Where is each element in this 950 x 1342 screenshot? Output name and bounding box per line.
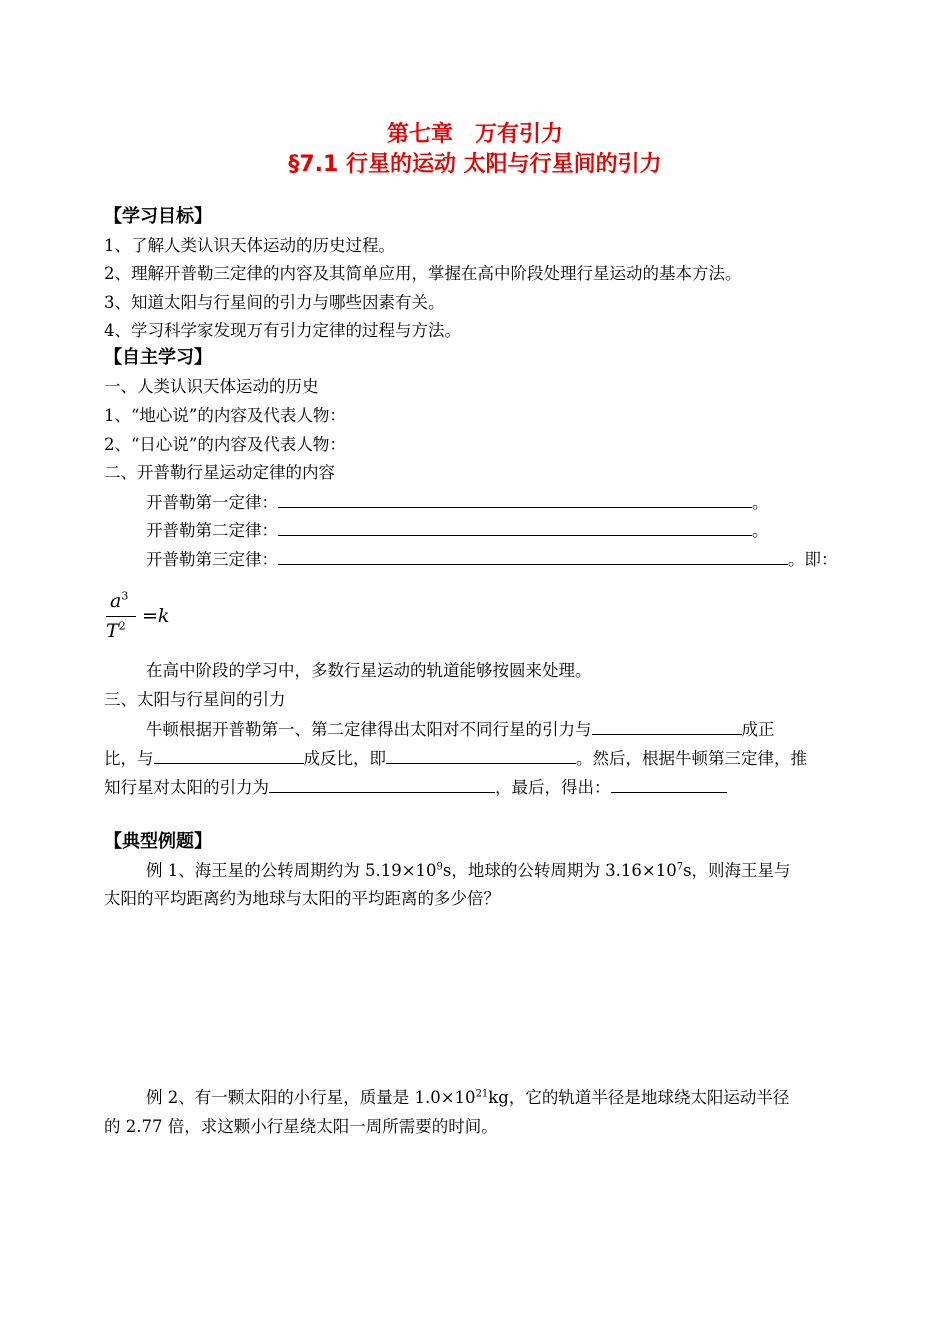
formula-rhs: =k: [142, 605, 170, 627]
example-1-exp-1: 9: [436, 861, 443, 873]
example-2-text-b: kg，它的轨道半径是地球绕太阳运动半径: [488, 1088, 790, 1107]
goals-heading: 【学习目标】: [104, 206, 212, 227]
example-2-text-a: 例 2、有一颗太阳的小行星，质量是 1.0×10: [146, 1088, 476, 1107]
gravity-text-b: 成正: [741, 720, 775, 739]
kepler-law-3-label: 开普勒第三定律：: [146, 550, 278, 569]
example-1-exp-2: 7: [676, 861, 684, 873]
examples-heading: 【典型例题】: [104, 831, 212, 852]
part1-title: 一、人类认识天体运动的历史: [104, 377, 319, 396]
kepler-law-3-blank[interactable]: [278, 547, 788, 565]
relation-blank[interactable]: [386, 746, 576, 764]
formula-denominator: $T^2$: [106, 619, 126, 642]
formula-numerator: $a^3$: [110, 589, 129, 612]
reaction-force-blank[interactable]: [269, 775, 495, 793]
kepler-law-1-blank[interactable]: [278, 490, 752, 508]
kepler-law-2-blank[interactable]: [278, 518, 752, 536]
heliocentric-question: 2、“日心说”的内容及代表人物：: [104, 435, 346, 454]
kepler-law-1-period: 。: [752, 493, 769, 512]
kepler-law-1: [146, 490, 769, 514]
self-study-heading: 【自主学习】: [104, 347, 212, 368]
goal-item-3: 3、知道太阳与行星间的引力与哪些因素有关。: [104, 293, 445, 312]
proportional-blank[interactable]: [592, 717, 742, 735]
circle-orbit-note: 在高中阶段的学习中，多数行星运动的轨道能够按圆来处理。: [146, 661, 592, 680]
gravity-text-a: 牛顿根据开普勒第一、第二定律得出太阳对不同行星的引力与: [146, 720, 592, 739]
example-1-line-2: 太阳的平均距离约为地球与太阳的平均距离的多少倍？: [104, 889, 500, 908]
fraction-bar: [106, 616, 136, 617]
gravity-text-d: 成反比，即: [303, 749, 386, 768]
part3-title: 三、太阳与行星间的引力: [104, 690, 286, 709]
section-title: §7.1 行星的运动 太阳与行星间的引力: [288, 152, 662, 177]
example-1-text-a: 例 1、海王星的公转周期约为 5.19×10: [146, 861, 437, 880]
chapter-title: 第七章 万有引力: [386, 122, 563, 147]
gravity-text-f: 知行星对太阳的引力为: [104, 778, 269, 797]
kepler-law-3: [146, 547, 838, 571]
gravity-paragraph-line-3: [104, 775, 727, 799]
example-2-exp: 21: [475, 1088, 489, 1100]
gravity-text-e: 。然后，根据牛顿第三定律，推: [576, 749, 807, 768]
goal-item-4: 4、学习科学家发现万有引力定律的过程与方法。: [104, 321, 461, 340]
example-1-text-b: s，地球的公转周期为 3.16×10: [442, 861, 677, 880]
example-2-line-1: [146, 1087, 789, 1109]
geocentric-question: 1、“地心说”的内容及代表人物：: [104, 406, 346, 425]
kepler-law-2-label: 开普勒第二定律：: [146, 521, 278, 540]
kepler-law-2-period: 。: [752, 521, 769, 540]
kepler-law-1-label: 开普勒第一定律：: [146, 493, 278, 512]
gravity-paragraph-line-1: [146, 717, 775, 741]
conclusion-blank[interactable]: [611, 775, 727, 793]
gravity-text-g: ，最后，得出：: [495, 778, 611, 797]
gravity-text-c: 比，与: [104, 749, 154, 768]
part2-title: 二、开普勒行星运动定律的内容: [104, 463, 335, 482]
goal-item-2: 2、理解开普勒三定律的内容及其简单应用，掌握在高中阶段处理行星运动的基本方法。: [104, 264, 742, 283]
example-1-text-c: s，则海王星与: [683, 861, 791, 880]
goal-item-1: 1、了解人类认识天体运动的历史过程。: [104, 236, 395, 255]
example-1-line-1: [146, 860, 791, 882]
gravity-paragraph-line-2: [104, 746, 807, 770]
example-2-line-2: 的 2.77 倍，求这颗小行星绕太阳一周所需要的时间。: [104, 1117, 498, 1136]
kepler-law-2: [146, 518, 769, 542]
inverse-blank[interactable]: [154, 746, 304, 764]
kepler-law-3-end: 。即：: [788, 550, 838, 569]
